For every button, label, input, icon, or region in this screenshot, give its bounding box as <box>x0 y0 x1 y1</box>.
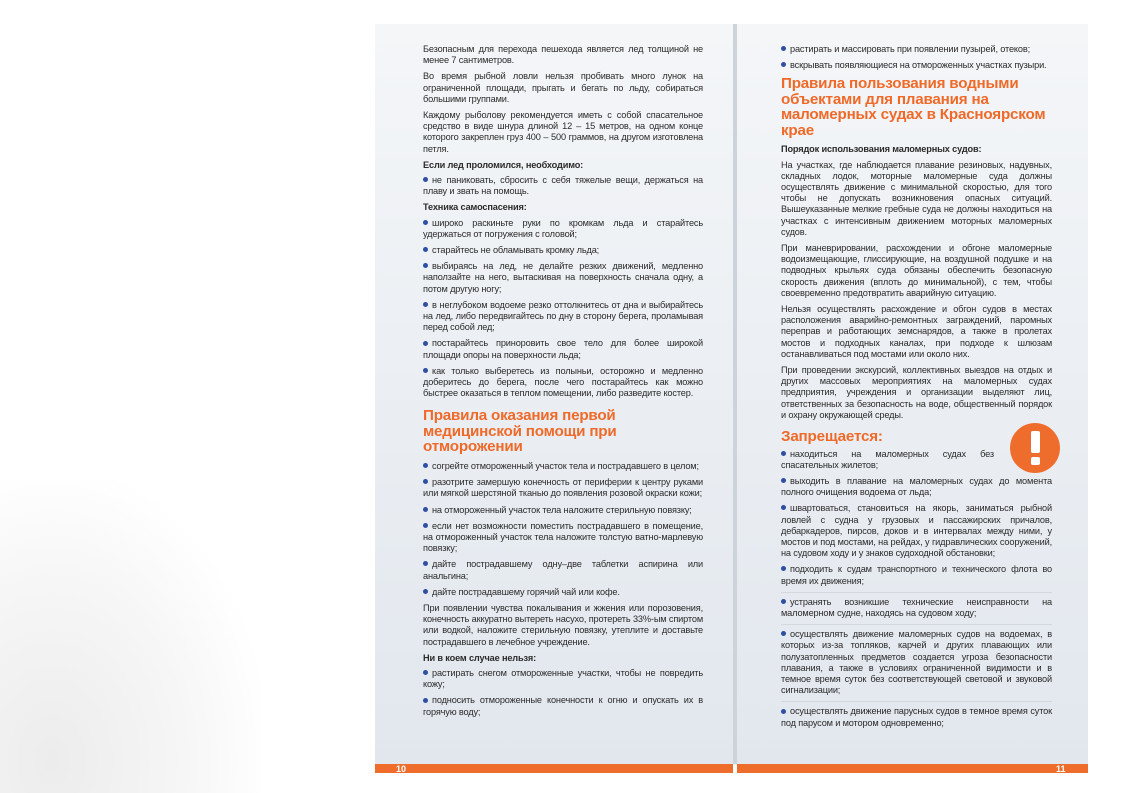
paragraph: Нельзя осуществлять расхождение и обгон судов в местах расположения аварийно-ремонтных заграждений, паромных переправ и работающих земснарядов, а также в пролетах мостов и подходных каналах, при подходе к шлюзам останавливаться под мостами или около них. <box>781 304 1052 359</box>
paragraph: Во время рыбной ловли нельзя пробивать много лунок на ограниченной площади, прыгать и бегать по льду, собираться большими группами. <box>423 71 703 104</box>
list-item: старайтесь не обламывать кромку льда; <box>423 245 703 256</box>
list-item: выбираясь на лед, не делайте резких движений, медленно наползайте на него, вытаскивая на поверхность сначала одну, а потом другую ногу; <box>423 261 703 294</box>
section-title-first-aid: Правила оказания первой медицинской помощи при отморожении <box>423 407 617 456</box>
list-item: вскрывать появляющиеся на отмороженных участках пузыри. <box>781 60 1052 71</box>
list-item: растирать снегом отмороженные участки, чтобы не повредить кожу; <box>423 668 703 690</box>
paragraph: Безопасным для перехода пешехода является лед толщиной не менее 7 сантиметров. <box>423 44 703 66</box>
list-item: на отмороженный участок тела наложите стерильную повязку; <box>423 505 703 516</box>
list-item: устранять возникшие технические неисправности на маломерном судне, находясь на судовом ходу; <box>781 592 1052 619</box>
paragraph: При появлении чувства покалывания и жжения или порозовения, конечность аккуратно вытереть насухо, протереть 33%-ым спиртом или водкой, наложите стерильную повязку, утеплите и доставьте пострадавшего в лечебное учреждение. <box>423 603 703 647</box>
list-item: согрейте отмороженный участок тела и пострадавшего в целом; <box>423 461 703 472</box>
list-item: если нет возможности поместить пострадавшего в помещение, на отмороженный участок тела наложите толстую ватно-марлевую повязку; <box>423 520 703 554</box>
list-item: дайте пострадавшему горячий чай или кофе. <box>423 587 703 598</box>
section-title-boat-rules: Правила пользования водными объектами для плавания на маломерных судах в Красноярском крае <box>781 75 1046 139</box>
page-number-right: 11 <box>1056 764 1066 774</box>
bullet-icon <box>423 698 428 703</box>
bullet-icon <box>781 505 786 510</box>
bullet-icon <box>423 177 428 182</box>
footer-bar-right <box>737 764 1088 773</box>
list-item: подходить к судам транспортного и технического флота во время их движения; <box>781 564 1052 586</box>
list-item: в неглубоком водоеме резко оттолкнитесь от дна и выбирайтесь на лед, либо передвигайтесь по дну в сторону берега, проламывая перед собой лед; <box>423 299 703 333</box>
bullet-icon <box>781 709 786 714</box>
bullet-icon <box>781 599 786 604</box>
bullet-icon <box>781 451 786 456</box>
bullet-icon <box>423 220 428 225</box>
bullet-icon <box>423 670 428 675</box>
subheading-self-rescue: Техника самоспасения: <box>423 202 527 213</box>
list-item: не паниковать, сбросить с себя тяжелые вещи, держаться на плаву и звать на помощь. <box>423 175 703 197</box>
list-item: осуществлять движение маломерных судов на водоемах, в которых из-за топляков, карчей и других плавающих или полузатопленных предметов создается угроза безопасности плавания, а также в условиях ограниченной видимости и в темное время суток без соответствующей световой и звуковой сигнализации; <box>781 624 1052 696</box>
bullet-icon <box>423 589 428 594</box>
subheading-order: Порядок использования маломерных судов: <box>781 144 982 155</box>
list-item: подносить отмороженные конечности к огню и опускать их в горячую воду; <box>423 695 703 717</box>
list-item: осуществлять движение парусных судов в темное время суток под парусом и мотором одновременно; <box>781 701 1052 728</box>
footer-bar-left <box>375 764 733 773</box>
list-item: выходить в плавание на маломерных судах до момента полного очищения водоема от льда; <box>781 475 1052 498</box>
bullet-icon <box>423 341 428 346</box>
subheading-never: Ни в коем случае нельзя: <box>423 652 537 663</box>
list-item: находиться на маломерных судах без спасательных жилетов; <box>781 448 994 470</box>
bullet-icon <box>423 463 428 468</box>
bullet-icon <box>423 561 428 566</box>
paragraph: При маневрировании, расхождении и обгоне маломерные водоизмещающие, глиссирующие, на воздушной подушке и на подводных крыльях суда обязаны обеспечить безопасную скорость движения (вплоть до минимальной), с тем, чтобы своевременно предотвратить аварийную ситуацию. <box>781 243 1052 298</box>
list-item: растирать и массировать при появлении пузырей, отеков; <box>781 44 1052 55</box>
bullet-icon <box>423 263 428 268</box>
page-right <box>737 24 1088 764</box>
list-item: широко раскиньте руки по кромкам льда и старайтесь удержаться от погружения с головой; <box>423 217 703 239</box>
bullet-icon <box>781 46 786 51</box>
list-item: постарайтесь приноровить свое тело для более широкой площади опоры на поверхности льда; <box>423 338 703 360</box>
list-item: разотрите замершую конечность от периферии к центру руками или мягкой шерстяной тканью до появления розовой окраски кожи; <box>423 477 703 499</box>
paragraph: Каждому рыболову рекомендуется иметь с собой спасательное средство в виде шнура длиной 12 – 15 метров, на одном конце которого закреплен груз 400 – 500 граммов, на другом изготовлена петля. <box>423 110 703 154</box>
bullet-icon <box>423 302 428 307</box>
paragraph: При проведении экскурсий, коллективных выездов на отдых и других массовых мероприятиях на маломерных судах предприятия, учреждения и организации выделяют лиц, ответственных за безопасность на воде, общественный порядок и охрану окружающей среды. <box>781 365 1052 420</box>
page-number-left: 10 <box>396 764 407 774</box>
bullet-icon <box>423 523 428 528</box>
scan-shadow <box>0 480 260 793</box>
bullet-icon <box>781 631 786 636</box>
bullet-icon <box>781 566 786 571</box>
forbidden-block <box>781 429 1052 729</box>
list-item: швартоваться, становиться на якорь, заниматься рыбной ловлей с судна у грузовых и пассажирских причалов, дебаркадеров, пирсов, доков и в интервалах между ними, у мостов и под мостами, на рейдах, у гидравлических сооружений, на судовом ходу и у знаков судоходной обстановки; <box>781 503 1052 559</box>
page-left <box>375 24 733 764</box>
bullet-icon <box>423 247 428 252</box>
paragraph: На участках, где наблюдается плавание резиновых, надувных, складных лодок, моторные маломерные суда должны осуществлять движение с минимальной скоростью, для того чтобы не допускать возникновения опасных ситуаций. Вышеуказанные мелкие гребные суда не должны находиться на участках с интенсивным движением моторных маломерных судов. <box>781 159 1052 237</box>
bullet-icon <box>781 62 786 67</box>
section-title-forbidden: Запрещается: <box>781 428 883 446</box>
bullet-icon <box>423 507 428 512</box>
list-item: как только выберетесь из полыньи, осторожно и медленно доберитесь до берега, после чего постарайтесь как можно быстрее оказаться в теплом помещении, либо разведите костер. <box>423 365 703 399</box>
subheading-ice-broke: Если лед проломился, необходимо: <box>423 159 584 170</box>
bullet-icon <box>423 479 428 484</box>
bullet-icon <box>781 478 786 483</box>
list-item: дайте пострадавшему одну–две таблетки аспирина или анальгина; <box>423 559 703 581</box>
bullet-icon <box>423 368 428 373</box>
